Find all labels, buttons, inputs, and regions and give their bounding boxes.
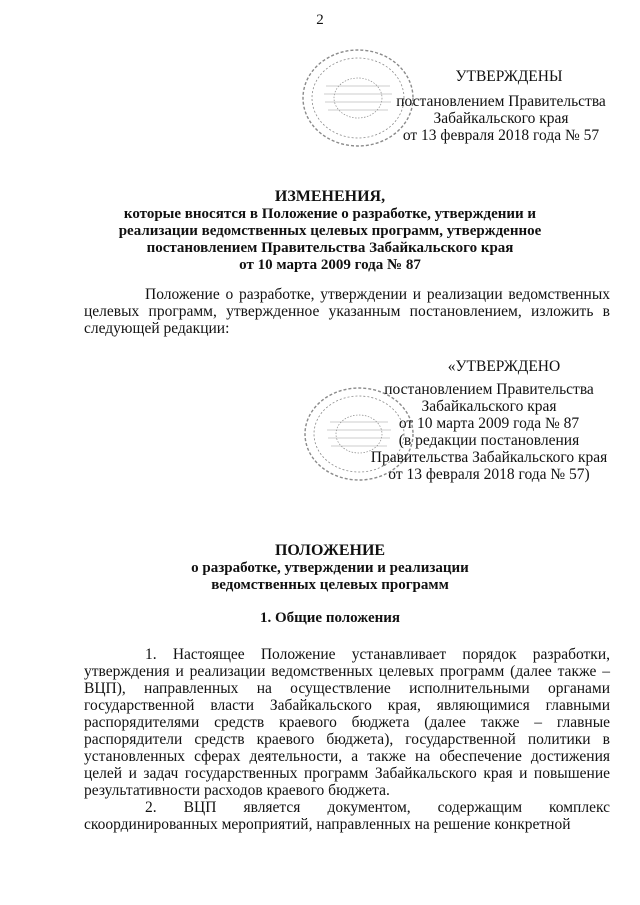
changes-heading: ИЗМЕНЕНИЯ,	[274, 188, 386, 205]
approval-block	[364, 358, 614, 483]
changes-title-line: постановлением Правительства Забайкальского края	[146, 240, 514, 256]
regulation-title-line: ведомственных целевых программ	[211, 577, 449, 593]
approval-line: (в редакции постановления	[398, 432, 580, 449]
approval-line: от 10 марта 2009 года № 87	[398, 415, 580, 432]
approval-line: постановлением Правительства	[384, 381, 594, 398]
changes-title-line: которые вносятся в Положение о разработке, утверждении и	[123, 206, 537, 222]
regulation-heading: ПОЛОЖЕНИЕ	[274, 542, 386, 559]
changes-title-line: от 10 марта 2009 года № 87	[239, 257, 421, 273]
intro-paragraph	[84, 286, 610, 337]
approval-block	[378, 68, 624, 144]
paragraph: 1. Настоящее Положение устанавливает порядок разработки, утверждения и реализации ведомственных целевых программ (далее также – ВЦП), направленных на осуществление исполнительными органами государственной власти Забайкальского края, являющимися главными распорядителями средств краевого бюджета (далее также – главные распорядители средств краевого бюджета), государственной политики в установленных сферах деятельности, а также на обеспечение достижения целей и задач государственных программ Забайкальского края и повышение результативности расходов краевого бюджета.	[84, 646, 610, 799]
approval-line: от 13 февраля 2018 года № 57)	[388, 466, 590, 483]
regulation-title-line: о разработке, утверждении и реализации	[191, 560, 469, 576]
paragraph: 2. ВЦП является документом, содержащим комплекс скоординированных мероприятий, направленных на решение конкретной	[84, 799, 610, 833]
changes-title-line: реализации ведомственных целевых программ, утвержденное	[118, 223, 542, 239]
page-number: 2	[316, 12, 324, 28]
changes-title	[60, 188, 600, 274]
approval-heading: «УТВЕРЖДЕНО	[447, 358, 561, 375]
approval-line: Правительства Забайкальского края	[370, 449, 608, 466]
approval-line: Забайкальского края	[421, 398, 557, 415]
intro-text: Положение о разработке, утверждении и реализации ведомственных целевых программ, утвержденное указанным постановлением, изложить в следующей редакции:	[84, 286, 610, 337]
section-heading: 1. Общие положения	[259, 610, 401, 626]
approval-heading: УТВЕРЖДЕНЫ	[455, 68, 563, 85]
approval-line: постановлением Правительства	[396, 93, 606, 110]
approval-line: Забайкальского края	[433, 110, 569, 127]
body-paragraphs	[84, 646, 610, 833]
regulation-title	[60, 542, 600, 594]
approval-line: от 13 февраля 2018 года № 57	[402, 127, 600, 144]
